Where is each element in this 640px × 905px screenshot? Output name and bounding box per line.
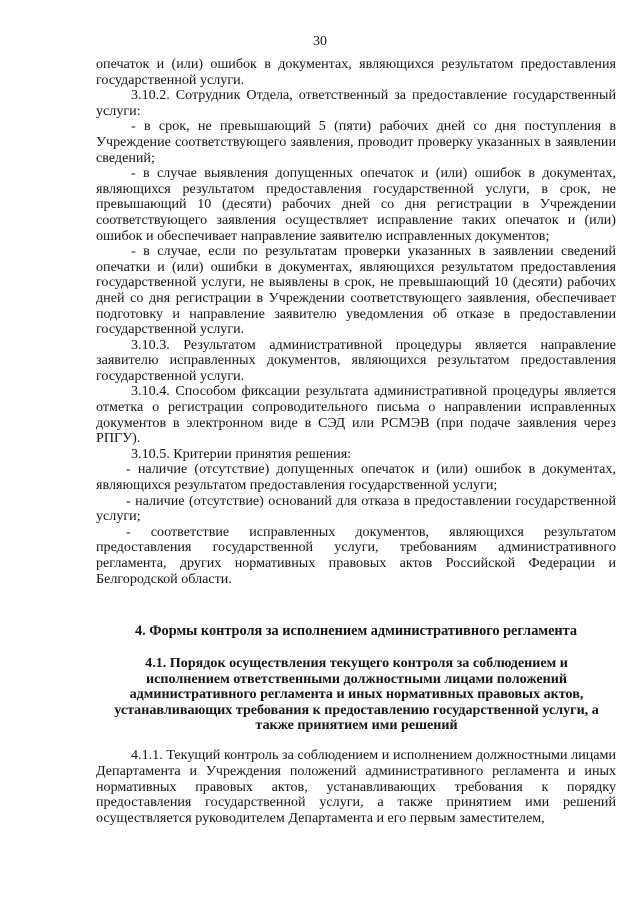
paragraph: 3.10.4. Способом фиксации результата административной процедуры является отметка о регистрации сопроводительного письма о направлении исправленных документов в электронном виде в СЭД или РСМЭВ (при подаче заявления через РПГУ).	[96, 383, 616, 447]
page-number: 30	[313, 34, 327, 49]
list-item: - наличие (отсутствие) допущенных опечаток и (или) ошибок в документах, являющихся результатом предоставления государственной услуги;	[96, 461, 616, 494]
list-item: - в случае, если по результатам проверки указанных в заявлении сведений опечатки и (или) ошибки в документах, являющихся результатом предоставления государственной услуги, не выявлены в срок, не превышающий 10 (десяти) рабочих дней со дня регистрации в Учреждении соответствующего заявления, обеспечивает подготовку и направление заявителю уведомления об отказе в предоставлении государственной услуги.	[96, 243, 616, 338]
document-body	[96, 57, 616, 587]
paragraph: 3.10.2. Сотрудник Отдела, ответственный за предоставление государственный услуги:	[96, 87, 616, 119]
list-item: - наличие (отсутствие) оснований для отказа в предоставлении государственной услуги;	[96, 492, 616, 525]
section-heading: 4. Формы контроля за исполнением административного регламента	[134, 623, 578, 639]
paragraph: 4.1.1. Текущий контроль за соблюдением и исполнением должностными лицами Департамента и Учреждения положений административного регламента и иных нормативных правовых актов, устанавливающих требования к порядку предоставления государственной услуги, а также принятием ими решений осуществляется руководителем Департамента и его первым заместителем,	[96, 747, 616, 827]
document-body-continued	[96, 748, 616, 827]
paragraph: 3.10.3. Результатом административной процедуры является направление заявителю исправленных документов, являющихся результатом предоставления государственной услуги.	[96, 336, 616, 384]
list-item: - в срок, не превышающий 5 (пяти) рабочих дней со дня поступления в Учреждение соответствующего заявления, проводит проверку указанных в заявлении сведений;	[96, 118, 616, 166]
paragraph: опечаток и (или) ошибок в документах, являющихся результатом предоставления государственной услуги.	[96, 56, 616, 88]
subsection-heading: 4.1. Порядок осуществления текущего контроля за соблюдением и исполнением ответственными должностными лицами положений административного регламента и иных нормативных правовых актов, устанавливающих требования к предоставлению государственной услуги, а также принятием ими решений	[114, 655, 599, 734]
list-item: - в случае выявления допущенных опечаток и (или) ошибок в документах, являющихся результатом предоставления государственной услуги, в срок, не превышающий 10 (десяти) рабочих дней со дня регистрации в Учреждении соответствующего заявления осуществляет исправление таких опечаток и (или) ошибок и обеспечивает направление заявителю исправленных документов;	[96, 165, 616, 244]
list-item: - соответствие исправленных документов, являющихся результатом предоставления государственной услуги, требованиям административного регламента, других нормативных правовых актов Российской Федерации и Белгородской области.	[96, 523, 616, 587]
paragraph: 3.10.5. Критерии принятия решения:	[131, 445, 352, 462]
